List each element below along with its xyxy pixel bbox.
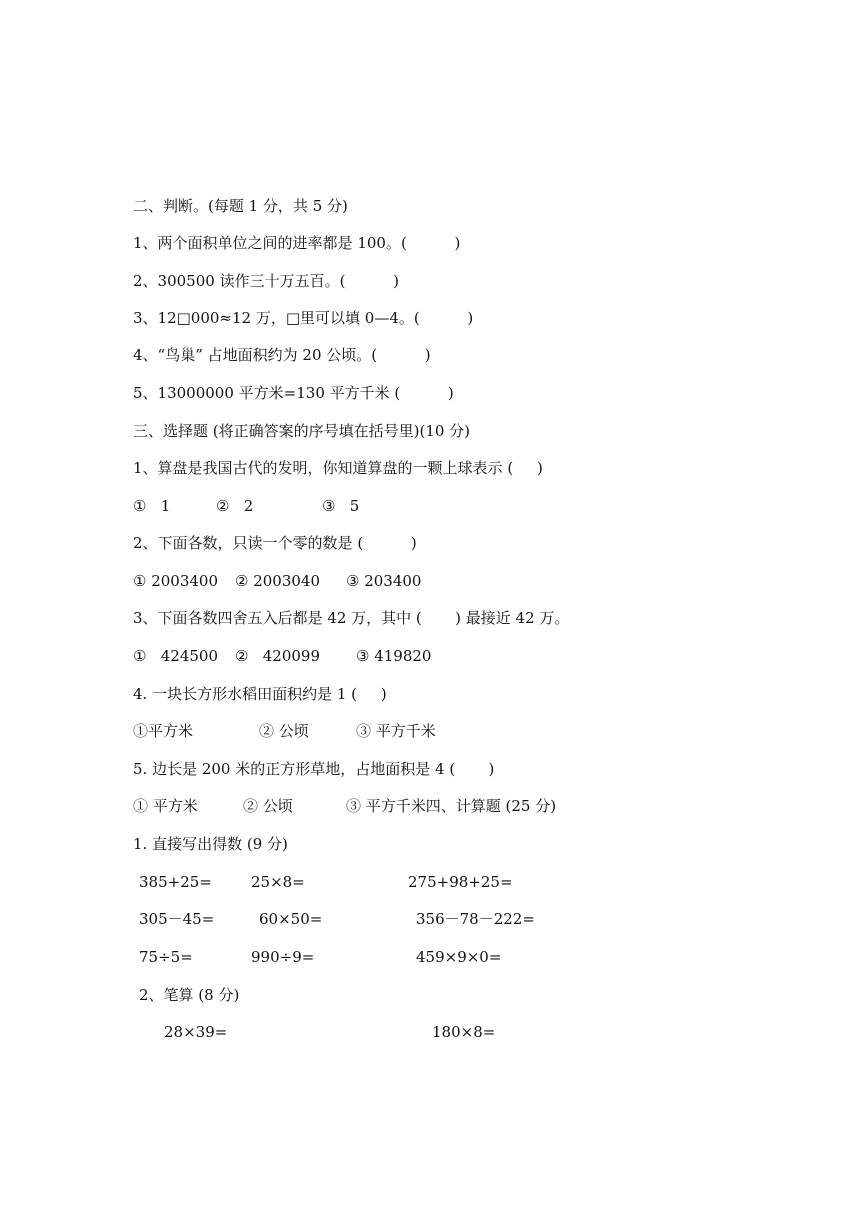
judge-item-1: 1、两个面积单位之间的进率都是 100。( ) [133,234,461,252]
calc-item: 25×8= [251,873,305,891]
choice-q4: 4. 一块长方形水稻田面积约是 1 ( ) [133,685,387,703]
calc-subheading-1: 1. 直接写出得数 (9 分) [133,835,288,853]
choice-q3-option-2: ② 420099 [235,647,321,665]
choice-q5-option-1: ① 平方米 [133,797,198,815]
choice-q4-option-2: ② 公顷 [259,722,309,740]
choice-q2-option-3: ③ 203400 [346,572,422,590]
calc-item: 990÷9= [251,948,315,966]
choice-q3-option-1: ① 424500 [133,647,219,665]
judge-item-4: 4、“鸟巢” 占地面积约为 20 公顷。( ) [133,346,431,364]
calc-item: 180×8= [432,1023,496,1041]
choice-q4-option-3: ③ 平方千米 [356,722,436,740]
calc-item: 356－78－222= [416,910,535,928]
choice-q1-option-3: ③ 5 [322,497,360,515]
calc-item: 275+98+25= [408,873,513,891]
choice-q2: 2、下面各数，只读一个零的数是 ( ) [133,534,417,552]
section3-heading: 三、选择题 (将正确答案的序号填在括号里)(10 分) [133,422,471,440]
calc-item: 28×39= [164,1023,228,1041]
choice-q5-option-2: ② 公顷 [243,797,293,815]
choice-q5: 5. 边长是 200 米的正方形草地，占地面积是 4 ( ) [133,760,495,778]
choice-q5-option-3: ③ 平方千米四、计算题 (25 分) [346,797,557,815]
calc-item: 305－45= [139,910,215,928]
calc-item: 459×9×0= [416,948,502,966]
choice-q3: 3、下面各数四舍五入后都是 42 万，其中 ( ) 最接近 42 万。 [133,609,570,627]
section2-heading: 二、判断。(每题 1 分，共 5 分) [133,197,348,215]
calc-item: 385+25= [139,873,212,891]
calc-item: 75÷5= [139,948,193,966]
choice-q3-option-3: ③ 419820 [356,647,432,665]
choice-q1: 1、算盘是我国古代的发明，你知道算盘的一颗上球表示 ( ) [133,459,543,477]
choice-q1-option-1: ① 1 [133,497,171,515]
choice-q2-option-2: ② 2003040 [235,572,321,590]
choice-q4-option-1: ①平方米 [133,722,194,740]
choice-q1-option-2: ② 2 [216,497,254,515]
judge-item-5: 5、13000000 平方米=130 平方千米 ( ) [133,384,454,402]
judge-item-3: 3、12□000≈12 万，□里可以填 0—4。( ) [133,309,474,327]
calc-subheading-2: 2、笔算 (8 分) [139,986,240,1004]
choice-q2-option-1: ① 2003400 [133,572,219,590]
judge-item-2: 2、300500 读作三十万五百。( ) [133,272,399,290]
calc-item: 60×50= [259,910,323,928]
